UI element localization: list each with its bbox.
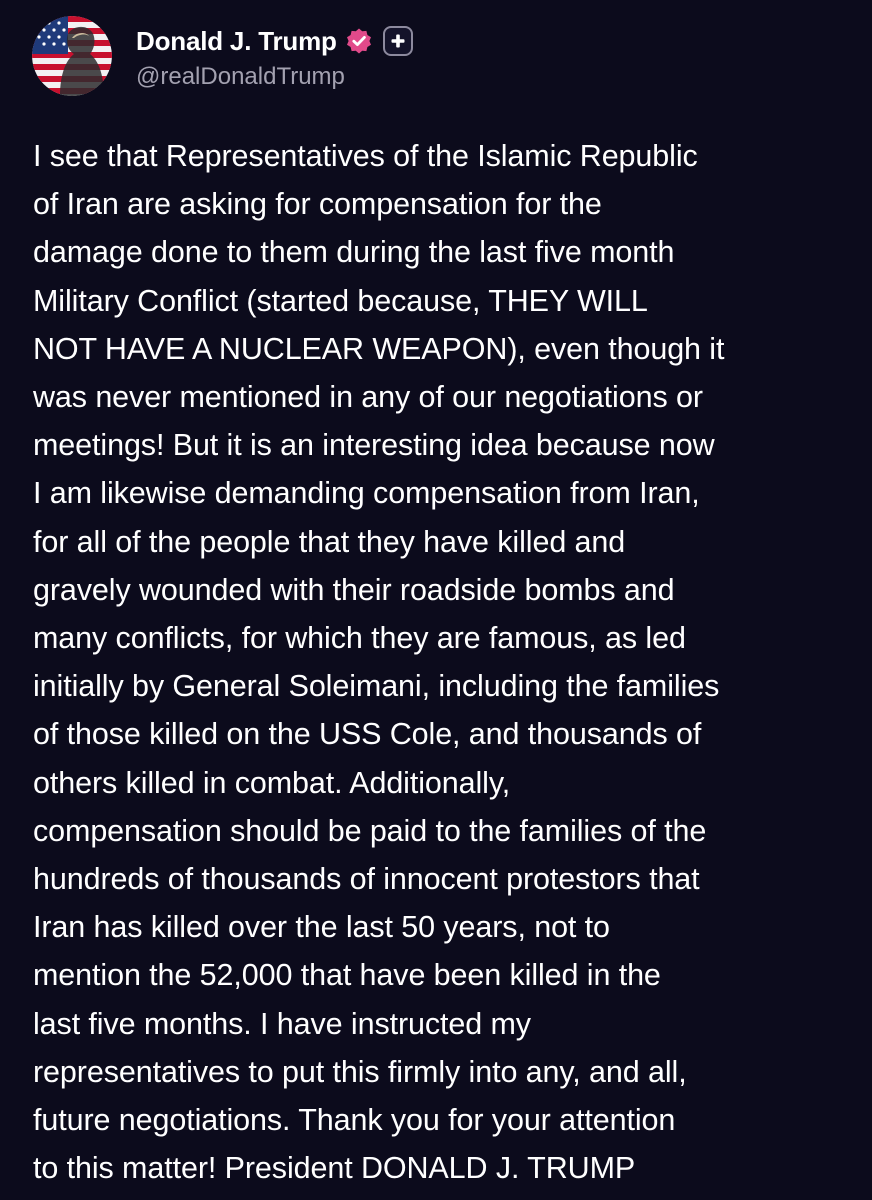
flag-portrait-avatar-icon xyxy=(32,16,112,96)
author-handle[interactable]: @realDonaldTrump xyxy=(136,63,345,90)
post-body-text: I see that Representatives of the Islamic Republic of Iran are asking for compensation for the damage done to them during the last five month Military Conflict (started because, THEY WILL NOT HAVE A NUCLEAR WEAPON), even though it was never mentioned in any of our negotiations or meetings! But it is an interesting idea because now I am likewise demanding compensation from Iran, for all of the people that they have killed and gravely wounded with their roadside bombs and many conflicts, for which they are famous, as led initially by General Soleimani, including the families of those killed on the USS Cole, and thousands of others killed in combat. Additionally, compensation should be paid to the families of the hundreds of thousands of innocent protestors that Iran has killed over the last 50 years, not to mention the 52,000 that have been killed in the last five months. I have instructed my representatives to put this firmly into any, and all, future negotiations. Thank you for your attention to this matter! President DONALD J. TRUMP xyxy=(33,139,725,1186)
plus-icon[interactable] xyxy=(383,26,413,56)
avatar[interactable] xyxy=(32,16,112,96)
post-header xyxy=(32,14,413,98)
author-display-name[interactable]: Donald J. Trump xyxy=(136,25,337,56)
author-identity xyxy=(136,21,413,91)
verified-badge-icon xyxy=(345,27,373,55)
author-name-row xyxy=(136,21,413,61)
